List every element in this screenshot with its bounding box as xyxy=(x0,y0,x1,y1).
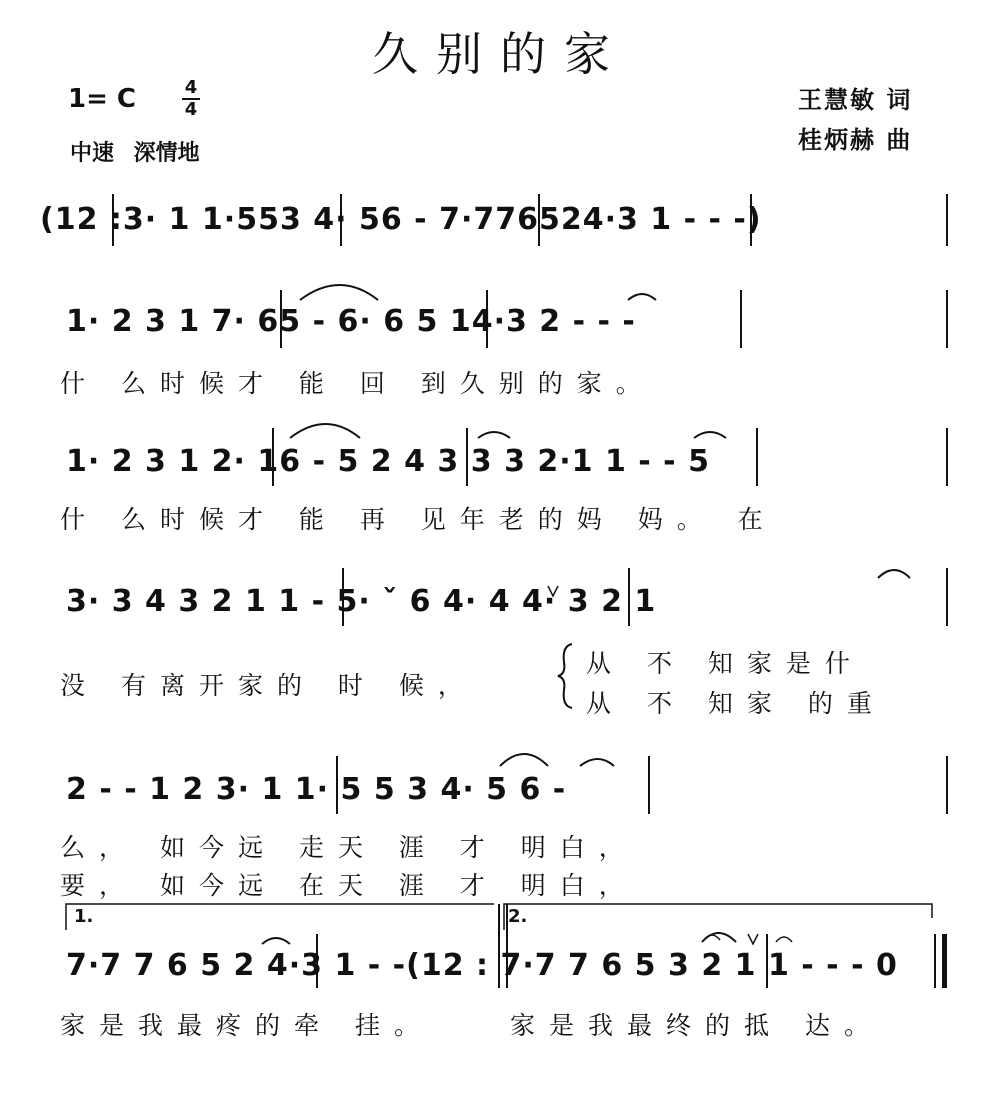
lyricist-credit: 王慧敏 词 xyxy=(798,86,913,114)
score-row-3: 3· 3 4 3 2 1 1 - 5· ˇ 6 4· 4 4· 3 2 1 xyxy=(66,584,657,619)
lyrics-row-3-verse-2: 从 不 知家 的重 xyxy=(586,689,886,718)
slur xyxy=(500,754,548,766)
fermata xyxy=(776,937,792,942)
tempo-marking: 中速 深情地 xyxy=(70,141,200,166)
slur xyxy=(628,294,656,300)
score-row-4: 2 - - 1 2 3· 1 1· 5 5 3 4· 5 6 - xyxy=(66,772,567,807)
score-row-1: 1· 2 3 1 7· 65 - 6· 6 5 14·3 2 - - - xyxy=(66,304,636,339)
score-row-intro: (12 :3· 1 1·553 4· 56 - 7·776524·3 1 - - -) xyxy=(40,202,762,237)
slur xyxy=(878,570,910,578)
score-row-5: 7·7 7 6 5 2 4·3 1 - -(12 : 7·7 7 6 5 3 2 1 1 - - - 0 xyxy=(66,948,898,983)
lyrics-row-3: 没 有离开家的 时 候， xyxy=(60,671,477,700)
time-signature-top: 4 xyxy=(184,77,198,98)
slur xyxy=(694,432,726,438)
lyrics-row-5-ending-1: 家是我最疼的牵 挂。 xyxy=(60,1011,433,1040)
breath-mark xyxy=(548,586,558,596)
lyrics-row-4-verse-2: 要， 如今远 在天 涯 才 明白， xyxy=(60,871,638,900)
volta-bracket-1 xyxy=(66,904,494,930)
slur xyxy=(580,759,614,766)
score-row-2: 1· 2 3 1 2· 16 - 5 2 4 3 3 3 2·1 1 - - 5 xyxy=(66,444,710,479)
slur xyxy=(478,432,510,438)
volta-first-label: 1. xyxy=(74,906,94,927)
lyrics-row-5-ending-2: 家是我最终的抵 达。 xyxy=(510,1011,883,1040)
volta-second-label: 2. xyxy=(508,906,528,927)
lyrics-row-2: 什 么时候才 能 再 见年老的妈 妈。 在 xyxy=(60,505,777,534)
lyrics-row-4-verse-1: 么， 如今远 走天 涯 才 明白， xyxy=(60,833,638,862)
slur xyxy=(290,424,360,438)
volta-bracket-2 xyxy=(504,904,932,930)
lyrics-row-1: 什 么时候才 能 回 到久别的家。 xyxy=(60,369,655,398)
song-title: 久别的家 xyxy=(372,27,628,81)
time-signature-bottom: 4 xyxy=(184,99,198,120)
composer-credit: 桂炳赫 曲 xyxy=(798,126,913,154)
slur xyxy=(300,285,378,300)
breath-mark xyxy=(748,934,758,944)
lyrics-brace xyxy=(558,644,572,708)
fermata xyxy=(704,935,720,940)
lyrics-row-3-verse-1: 从 不 知家是什 xyxy=(586,649,864,678)
key-signature: 1= C xyxy=(68,84,137,114)
slur xyxy=(262,938,290,944)
